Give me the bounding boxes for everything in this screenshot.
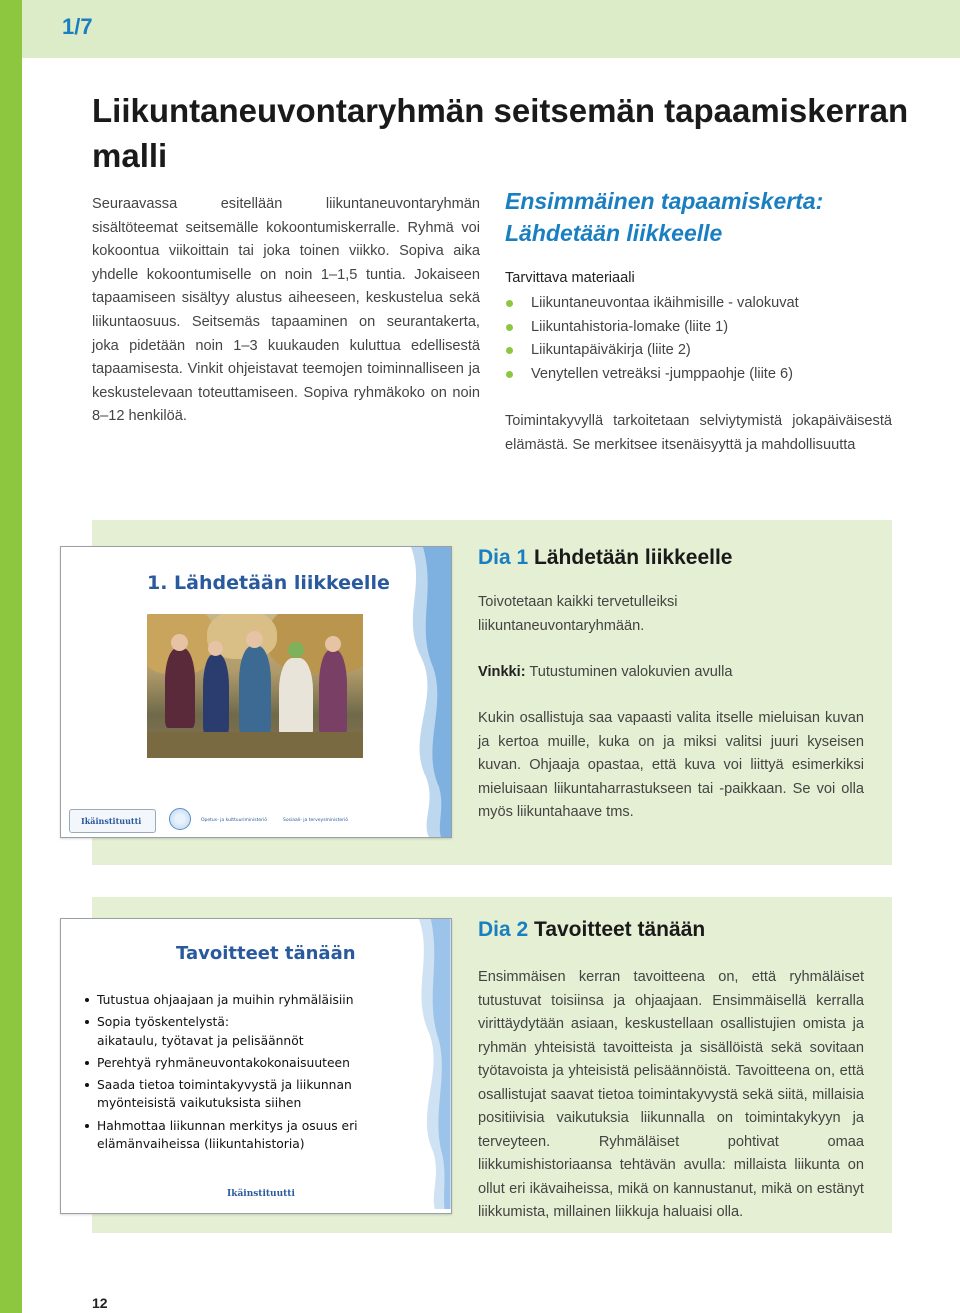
material-item-label: Liikuntahistoria-lomake (liite 1) [531, 318, 729, 335]
top-banner [22, 0, 960, 58]
list-item [85, 1054, 445, 1072]
bullet-icon [85, 1083, 89, 1087]
session1-paragraph: Toimintakyvyllä tarkoitetaan selviytymistä jokapäiväisestä elämästä. Se merkitsee itsenäisyyttä ja mahdollisuutta [505, 413, 892, 453]
dia2-paragraph: Ensimmäisen kerran tavoitteena on, että ryhmäläiset tutustuvat toisiinsa ja ohjaajaan. Ensimmäisellä kerralla virittäydytään asiaan, keskustellaan osallistujien omista ja ryhmän yhteisistä tavoitteista ja sisällöistä sekä sovitaan työtavoista ja yhteisistä pelisäännöistä. Tavoitteena on, että osallistujat saavat tietoa toimintakyvystä sekä siitä, millaisia positiivisia vaikutuksia liikunnalla on toimintakykyyn ja terveyteen. Ryhmäläiset pohtivat omaa liikkumishistoriaansa tehtävän avulla: millaista liikunta on ollut eri ikävaiheissa, mikä on kannustanut, mikä on estänyt liikkumista, millainen liikkuja haluaisi olla. [478, 969, 864, 1220]
dia-name: Lähdetään liikkeelle [534, 546, 733, 569]
logo-text: Ikäinstituutti [227, 1189, 295, 1199]
list-item [85, 1076, 445, 1113]
list-item [85, 1117, 445, 1154]
section-indicator: 1/7 [62, 14, 93, 39]
material-item-label: Liikuntaneuvontaa ikäihmisille - valokuvat [531, 295, 799, 311]
bullet-icon [85, 1061, 89, 1065]
slide-title: 1. Lähdetään liikkeelle [147, 572, 390, 594]
dia-name: Tavoitteet tänään [534, 918, 706, 941]
globe-icon [169, 808, 191, 830]
list-item [505, 339, 799, 363]
bullet-line: Hahmottaa liikunnan merkitys ja osuus eri [97, 1118, 358, 1133]
list-item [505, 316, 799, 340]
bullet-line: Saada tietoa toimintakyvystä ja liikunnan [97, 1078, 352, 1093]
bullet-line: Tutustua ohjaajaan ja muihin ryhmäläisiin [97, 993, 354, 1007]
bullet-icon [85, 998, 89, 1002]
dia-number: Dia 2 [478, 918, 529, 941]
session1-title [505, 185, 925, 249]
ministry-label: Opetus- ja kulttuuriministeriö [201, 818, 267, 823]
dia1-welcome [478, 591, 868, 638]
list-item [505, 363, 799, 387]
bullet-icon [85, 1020, 89, 1024]
dia-number: Dia 1 [478, 546, 529, 569]
session1-title-line1: Ensimmäinen tapaamiskerta: [505, 188, 824, 214]
slide-title: Tavoitteet tänään [176, 943, 356, 964]
bullet-line: Sopia työskentelystä: [97, 1015, 230, 1030]
walkers-photo [147, 614, 363, 758]
welcome-line: liikuntaneuvontaryhmään. [478, 617, 645, 634]
tip-label: Vinkki: [478, 664, 526, 680]
list-item [505, 292, 799, 316]
swoosh-decoration-icon [381, 547, 451, 837]
bullet-icon [506, 300, 513, 307]
welcome-line: Toivotetaan kaikki tervetulleiksi [478, 594, 678, 610]
list-item [85, 991, 445, 1009]
dia1-slide-thumbnail [60, 546, 452, 838]
dia2-heading [478, 918, 705, 942]
page-title: Liikuntaneuvontaryhmän seitsemän tapaamiskerran malli [92, 92, 909, 174]
dia1-paragraph: Kukin osallistuja saa vapaasti valita itselle mieluisan kuvan ja kertoa muille, kuka on ja miksi valitsi juuri kyseisen kuvan. Ohjaaja opastaa, että kuva voi liittyä esimerkiksi mieluisaan liikuntaharrastukseen tai -paikkaan. Se voi olla myös liikuntahaave tms. [478, 710, 864, 820]
intro-paragraph: Seuraavassa esitellään liikuntaneuvontaryhmän sisältöteemat seitsemälle kokoontumiskerralle. Ryhmä voi kokoontua viikoittain tai joka toinen viikko. Sopiva aika yhdelle kokoontumiselle on noin 1–1,5 tuntia. Jokaiseen tapaamiseen sisältyy alustus aiheeseen, keskustelua sekä liikuntaosuus. Seitsemäs tapaaminen on seurantakerta, joka pidetään noin 1–3 kuukauden kuluttua edellisestä tapaamisesta. Vinkit ohjeistavat teemojen toiminnalliseen ja keskustelevaan toteuttamiseen. Sopiva ryhmäkoko on noin 8–12 henkilöä. [92, 196, 480, 425]
bullet-line: Perehtyä ryhmäneuvontakokonaisuuteen [97, 1055, 350, 1070]
bullet-line: elämänvaiheissa (liikuntahistoria) [97, 1137, 305, 1152]
material-heading: Tarvittava materiaali [505, 270, 635, 286]
tip-text: Tutustuminen valokuvien avulla [525, 664, 733, 680]
bullet-line: aikataulu, työtavat ja pelisäännöt [97, 1033, 304, 1048]
list-item [85, 1013, 445, 1050]
dia1-heading [478, 546, 732, 570]
material-item-label: Liikuntapäiväkirja (liite 2) [531, 342, 691, 358]
dia2-slide-thumbnail [60, 918, 452, 1214]
bullet-line: myönteisistä vaikutuksista siihen [97, 1096, 302, 1111]
dia1-tip [478, 661, 868, 685]
ministry-label: Sosiaali- ja terveysministeriö [283, 818, 349, 823]
bullet-icon [506, 371, 513, 378]
material-list [505, 292, 799, 386]
material-item-label: Venytellen vetreäksi -jumppaohje (liite 6) [531, 365, 794, 382]
slide-bullet-list [85, 991, 445, 1157]
bullet-icon [85, 1124, 89, 1128]
session1-title-line2: Lähdetään liikkeelle [505, 220, 723, 246]
bullet-icon [506, 324, 513, 331]
bullet-icon [506, 347, 513, 354]
page-number: 12 [92, 1295, 108, 1311]
logo-text: Ikäinstituutti [81, 816, 142, 826]
left-accent-strip [0, 0, 22, 1313]
